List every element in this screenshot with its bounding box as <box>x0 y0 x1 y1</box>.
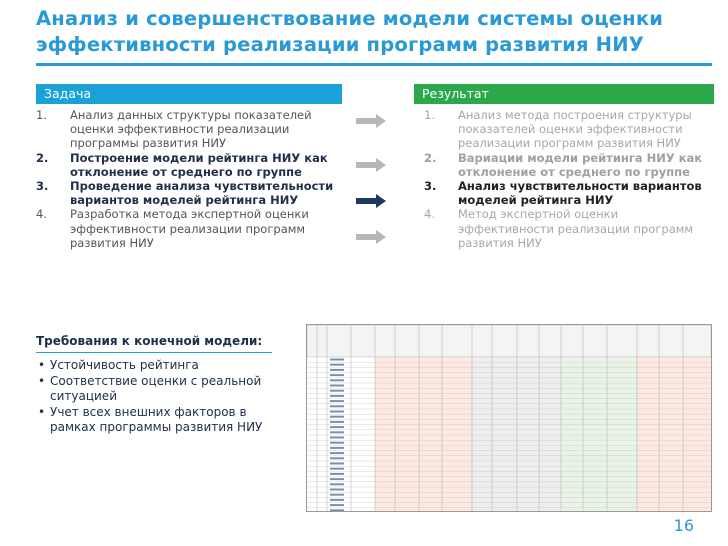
requirement-item: • Учет всех внешних факторов в рамках программы развития НИУ <box>38 405 278 436</box>
result-number: 4. <box>424 207 435 222</box>
task-item <box>36 207 336 250</box>
task-number: 3. <box>36 179 49 194</box>
page-title: Анализ и совершенствование модели системы оценки эффективности реализации программ развития НИУ <box>36 7 664 56</box>
result-number: 1. <box>424 108 435 122</box>
page-number: 16 <box>673 516 694 535</box>
task-header: Задача <box>36 84 342 104</box>
requirements-title: Требования к конечной модели: <box>36 334 263 348</box>
task-text: Разработка метода экспертной оценки эффективности реализации программ развития НИУ <box>70 207 309 250</box>
arrow-right-icon <box>356 230 386 244</box>
requirements-underline <box>36 352 272 353</box>
result-number: 2. <box>424 150 437 165</box>
task-item <box>36 179 336 207</box>
rating-table-image <box>306 324 712 512</box>
task-text: Построение модели рейтинга НИУ как отклонение от среднего по группе <box>70 150 328 179</box>
result-item <box>424 108 716 151</box>
task-number: 1. <box>36 108 47 122</box>
result-item <box>424 207 716 250</box>
result-item <box>424 179 716 207</box>
arrow-right-icon <box>356 194 386 208</box>
requirements-list <box>38 358 278 436</box>
rating-table-graphic <box>307 325 711 511</box>
task-number: 2. <box>36 150 49 165</box>
result-number: 3. <box>424 179 437 194</box>
result-text: Анализ метода построения структуры показателей оценки эффективности реализации программ развития НИУ <box>458 108 692 151</box>
requirement-item: • Соответствие оценки с реальной ситуацией <box>38 374 278 405</box>
arrow-right-icon <box>356 158 386 172</box>
result-text: Метод экспертной оценки эффективности реализации программ развития НИУ <box>458 207 694 250</box>
result-header: Результат <box>414 84 714 104</box>
task-item <box>36 108 336 151</box>
arrow-right-icon <box>356 114 386 128</box>
result-item <box>424 151 716 179</box>
title-underline <box>36 63 712 66</box>
task-number: 4. <box>36 207 47 222</box>
task-item <box>36 151 336 179</box>
task-text: Проведение анализа чувствительности вариантов моделей рейтинга НИУ <box>70 179 334 208</box>
task-text: Анализ данных структуры показателей оценки эффективности реализации программы развития НИУ <box>70 108 312 151</box>
task-list <box>36 108 336 250</box>
result-text: Анализ чувствительности вариантов моделей рейтинга НИУ <box>458 179 702 208</box>
result-list <box>424 108 716 250</box>
result-text: Вариации модели рейтинга НИУ как отклонение от среднего по группе <box>458 150 703 179</box>
requirement-item: • Устойчивость рейтинга <box>38 358 278 374</box>
